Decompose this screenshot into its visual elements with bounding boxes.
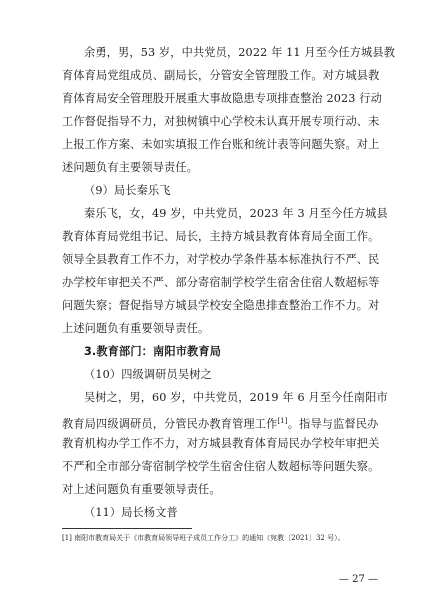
paragraph-line: 秦乐飞，女，49 岁，中共党员，2023 年 3 月至今任方城县 bbox=[84, 207, 388, 220]
footnote-reference[interactable]: [1] bbox=[277, 417, 288, 425]
paragraph-text: 。指导与监督民办 bbox=[287, 417, 379, 431]
section-heading: 3.教育部门：南阳市教育局 bbox=[84, 345, 222, 358]
paragraph-line: 吴树之，男，60 岁，中共党员，2019 年 6 月至今任南阳市 bbox=[84, 391, 388, 404]
paragraph-line: 不严和全市部分寄宿制学校学生宿舍住宿人数超标等问题失察。 bbox=[62, 460, 380, 473]
paragraph-line: 教育机构办学工作不力，对方城县教育体育局民办学校年审把关 bbox=[62, 437, 380, 450]
paragraph-line: 工作督促指导不力，对独树镇中心学校未认真开展专项行动、未 bbox=[62, 115, 380, 128]
subheading: （9）局长秦乐飞 bbox=[84, 184, 171, 197]
subheading: （11）局长杨文普 bbox=[84, 506, 178, 519]
paragraph-line: 对上述问题负有重要领导责任。 bbox=[62, 483, 221, 496]
paragraph-line: 上述问题负有重要领导责任。 bbox=[62, 322, 210, 335]
page-number: — 27 — bbox=[338, 574, 378, 585]
paragraph-line bbox=[62, 414, 380, 432]
paragraph-line: 余勇，男，53 岁，中共党员，2022 年 11 月至今任方城县教 bbox=[84, 46, 396, 59]
paragraph-line: 办学校年审把关不严、部分寄宿制学校学生宿舍住宿人数超标等 bbox=[62, 276, 380, 289]
paragraph-line: 领导全县教育工作不力，对学校办学条件基本标准执行不严、民 bbox=[62, 253, 380, 266]
paragraph-line: 上报工作方案、未如实填报工作台账和统计表等问题失察。对上 bbox=[62, 138, 380, 151]
paragraph-text: 教育局四级调研员，分管民办教育管理工作 bbox=[62, 417, 278, 431]
paragraph-line: 述问题负有主要领导责任。 bbox=[62, 161, 199, 174]
footnote-divider bbox=[62, 528, 192, 529]
paragraph-line: 育体育局安全管理股开展重大事故隐患专项排查整治 2023 行动 bbox=[62, 92, 382, 105]
paragraph-line: 问题失察；督促指导方城县学校安全隐患排查整治工作不力。对 bbox=[62, 299, 380, 312]
footnote-text: [1] 南阳市教育局关于《市教育局领导班子成员工作分工》的通知（宛教〔2021〕32 号）。 bbox=[62, 534, 345, 542]
paragraph-line: 教育体育局党组书记、局长，主持方城县教育体育局全面工作。 bbox=[62, 230, 380, 243]
paragraph-line: 育体育局党组成员、副局长，分管安全管理股工作。对方城县教 bbox=[62, 69, 380, 82]
subheading: （10）四级调研员吴树之 bbox=[84, 368, 212, 381]
